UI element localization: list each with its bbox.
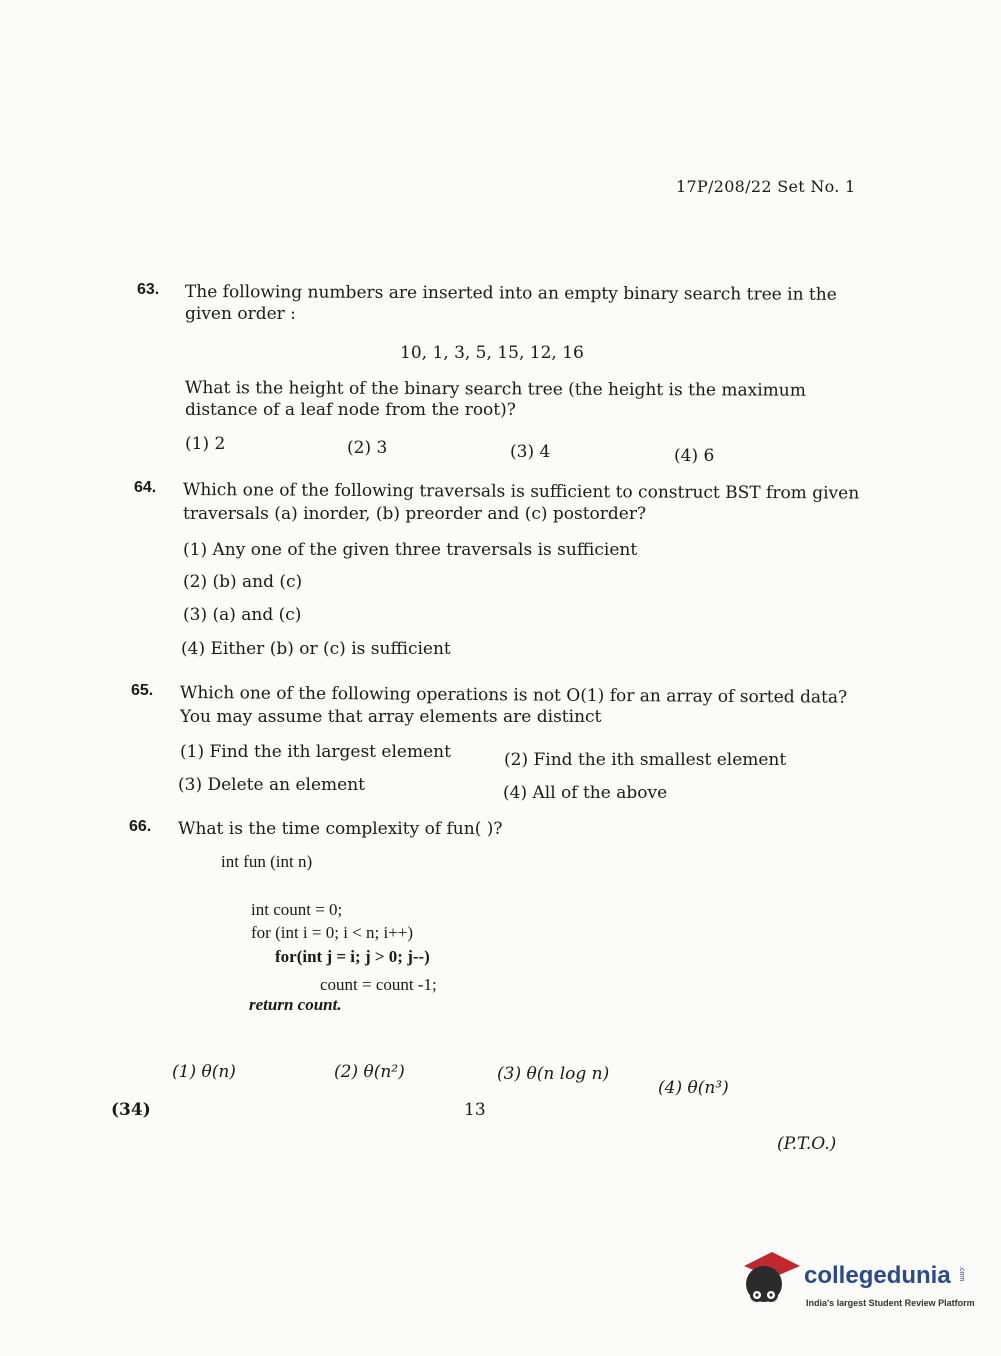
- option-3: (3) Delete an element: [178, 775, 365, 795]
- option-3: (3) θ(n log n): [497, 1064, 610, 1084]
- brand-name: collegedunia: [804, 1262, 951, 1289]
- option-2: (2) Find the ith smallest element: [504, 750, 787, 770]
- option-4: (4) Either (b) or (c) is sufficient: [181, 639, 451, 659]
- question-number: 64.: [134, 479, 157, 496]
- question-number: 66.: [129, 818, 152, 835]
- page-number: 13: [464, 1100, 486, 1120]
- brand-tagline: India's largest Student Review Platform: [806, 1298, 975, 1308]
- code-line: int fun (int n): [221, 852, 313, 871]
- code-line: count = count -1;: [320, 975, 437, 994]
- question-text-line: What is the time complexity of fun( )?: [178, 819, 503, 839]
- question-text-line: The following numbers are inserted into an empty binary search tree in the: [184, 282, 837, 305]
- mascot-icon: [740, 1248, 804, 1310]
- option-1: (1) θ(n): [172, 1062, 236, 1082]
- code-line: int count = 0;: [251, 900, 343, 919]
- code-line: for(int j = i; j > 0; j--): [275, 947, 430, 966]
- option-1: (1) 2: [185, 434, 226, 454]
- set-code-header: 17P/208/22 Set No. 1: [676, 177, 856, 196]
- option-3: (3) 4: [510, 442, 551, 462]
- number-sequence: 10, 1, 3, 5, 15, 12, 16: [400, 343, 584, 363]
- option-1: (1) Any one of the given three traversals is sufficient: [183, 540, 638, 560]
- question-text-line: traversals (a) inorder, (b) preorder and (c) postorder?: [183, 504, 647, 524]
- booklet-code: (34): [111, 1100, 151, 1120]
- question-text-line: What is the height of the binary search tree (the height is the maximum: [184, 378, 806, 401]
- code-line: for (int i = 0; i < n; i++): [251, 923, 414, 942]
- option-4: (4) 6: [674, 446, 715, 466]
- question-text-line: distance of a leaf node from the root)?: [185, 400, 516, 420]
- option-4: (4) All of the above: [503, 783, 668, 803]
- code-line: return count.: [249, 995, 342, 1014]
- question-number: 63.: [137, 281, 160, 298]
- option-4: (4) θ(n³): [658, 1078, 729, 1098]
- question-number: 65.: [131, 682, 154, 699]
- option-1: (1) Find the ith largest element: [180, 742, 451, 762]
- question-text-line: You may assume that array elements are distinct: [180, 707, 602, 727]
- option-2: (2) (b) and (c): [183, 572, 303, 592]
- question-text-line: Which one of the following traversals is sufficient to construct BST from given: [182, 480, 860, 504]
- option-2: (2) θ(n²): [334, 1062, 405, 1082]
- question-text-line: Which one of the following operations is not O(1) for an array of sorted data?: [179, 683, 848, 708]
- option-3: (3) (a) and (c): [183, 605, 302, 625]
- question-text-line: given order :: [185, 304, 296, 324]
- brand-suffix: .com: [958, 1266, 965, 1282]
- pto-label: (P.T.O.): [777, 1134, 837, 1154]
- option-2: (2) 3: [347, 438, 388, 458]
